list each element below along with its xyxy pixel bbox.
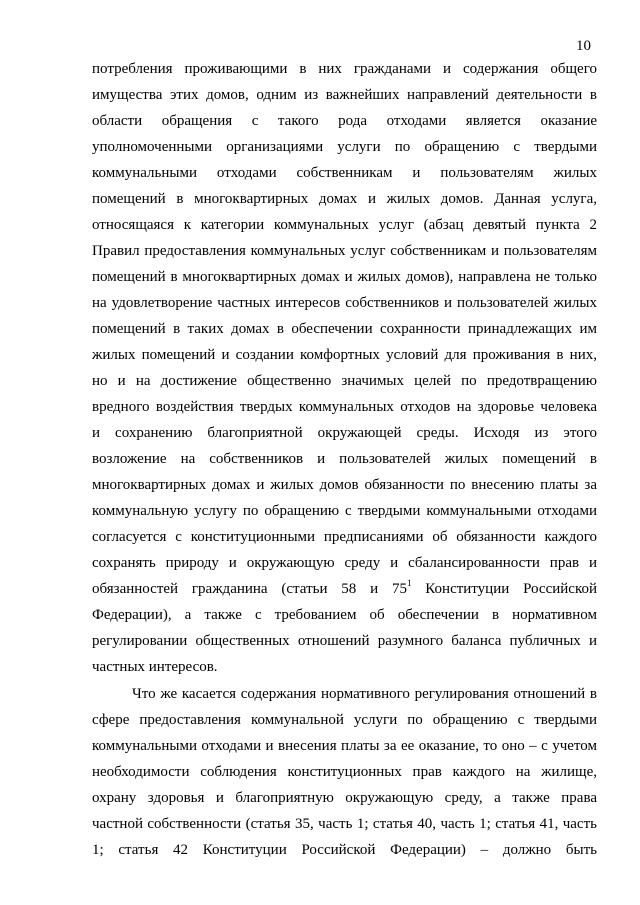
text-line: жилых помещений и создании комфортных условий для проживания в них, [92,347,597,363]
text-line: помещений в многоквартирных домах и жилых домов. Данная услуга, [92,191,597,207]
text-line: имущества этих домов, одним из важнейших направлений деятельности в [92,87,597,103]
text-line: 1; статья 42 Конституции Российской Федерации) – должно быть [92,842,597,858]
text-line: потребления проживающими в них гражданами и содержания общего [92,61,597,77]
text-line: возложение на собственников и пользователей жилых помещений в [92,451,597,467]
text-line-paragraph-start: Что же касается содержания нормативного регулирования отношений в [132,686,597,702]
paragraph-1 [92,56,597,680]
text-line: уполномоченными организациями услуги по обращению с твердыми [92,139,597,155]
article-superscript: 1 [406,578,412,588]
text-line: многоквартирных домах и жилых домов обязанности по внесению платы за [92,477,597,493]
text-line-article-reference [92,576,597,602]
text-line: охрану здоровья и благоприятную окружающую среду, а также права [92,790,597,806]
text-line: коммунальными отходами собственникам и пользователям жилых [92,165,597,181]
text-line: вредного воздействия твердых коммунальных отходов на здоровье человека [92,399,597,415]
paragraph-2 [92,681,597,863]
text-line: регулировании общественных отношений разумного баланса публичных и [92,633,597,649]
text-line: на удовлетворение частных интересов собственников и пользователей жилых [92,295,597,311]
text-line: согласуется с конституционными предписаниями об обязанности каждого [92,529,597,545]
text-line: необходимости соблюдения конституционных прав каждого на жилище, [92,764,597,780]
text-line: и сохранению благоприятной окружающей среды. Исходя из этого [92,425,597,441]
text-line: но и на достижение общественно значимых целей по предотвращению [92,373,597,389]
text-line: помещений в таких домах в обеспечении сохранности принадлежащих им [92,321,597,337]
text-line: коммунальную услугу по обращению с твердыми коммунальными отходами [92,503,597,519]
text-line: сфере предоставления коммунальной услуги по обращению с твердыми [92,712,597,728]
text-line: коммунальными отходами и внесения платы за ее оказание, то оно – с учетом [92,738,597,754]
body-text [92,56,597,863]
text-line: сохранять природу и окружающую среду и сбалансированности прав и [92,555,597,571]
text-line: помещений в многоквартирных домах и жилых домов), направлена не только [92,269,597,285]
text-line: области обращения с такого рода отходами является оказание [92,113,597,129]
text-line: частной собственности (статья 35, часть 1; статья 40, часть 1; статья 41, часть [92,816,597,832]
page-number: 10 [576,38,591,54]
article-text-before: обязанностей гражданина (статьи 58 и 75 [92,581,407,597]
text-line: Правил предоставления коммунальных услуг собственникам и пользователям [92,243,597,259]
text-line: относящаяся к категории коммунальных услуг (абзац девятый пункта 2 [92,217,597,233]
text-line-paragraph-end: частных интересов. [92,659,218,675]
article-text-after: Конституции Российской [411,581,597,597]
text-line: Федерации), а также с требованием об обеспечении в нормативном [92,607,597,623]
